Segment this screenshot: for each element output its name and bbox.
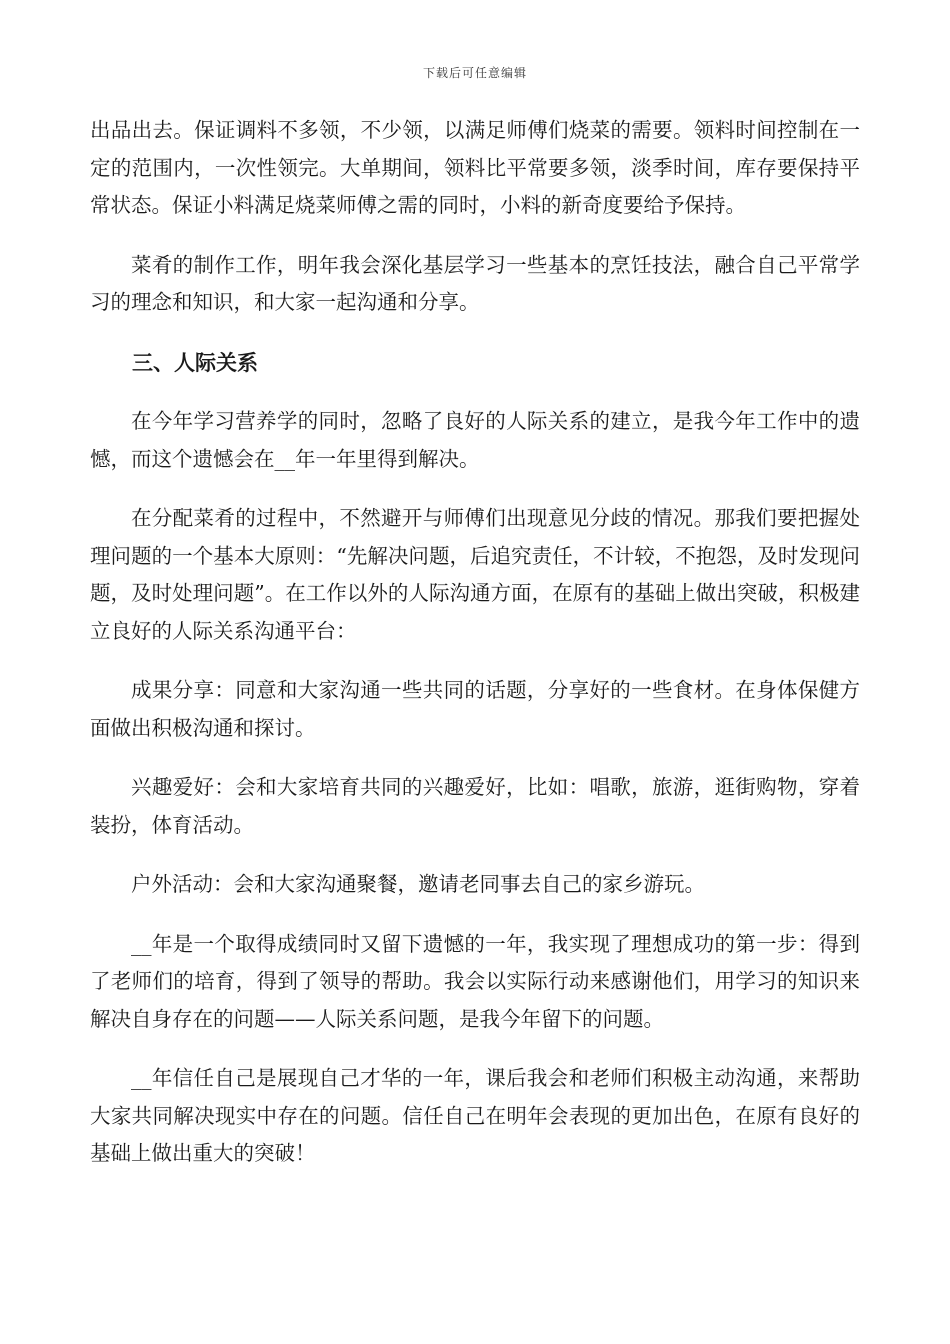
paragraph-6: 兴趣爱好：会和大家培育共同的兴趣爱好，比如：唱歌，旅游，逛街购物，穿着装扮，体育活动。	[90, 775, 860, 837]
paragraph-1: 出品出去。保证调料不多领，不少领，以满足师傅们烧菜的需要。领料时间控制在一定的范围内，一次性领完。大单期间，领料比平常要多领，淡季时间，库存要保持平常状态。保证小料满足烧菜师傅之需的同时，小料的新奇度要给予保持。	[90, 118, 860, 217]
section-heading: 三、人际关系	[132, 349, 258, 375]
paragraph-8: __年是一个取得成绩同时又留下遗憾的一年，我实现了理想成功的第一步：得到了老师们的培育，得到了领导的帮助。我会以实际行动来感谢他们，用学习的知识来解决自身存在的问题——人际关系问题，是我今年留下的问题。	[90, 931, 860, 1031]
paragraph-3: 在今年学习营养学的同时，忽略了良好的人际关系的建立，是我今年工作中的遗憾，而这个遗憾会在__年一年里得到解决。	[90, 409, 860, 471]
paragraph-9: __年信任自己是展现自己才华的一年，课后我会和老师们积极主动沟通，来帮助大家共同解决现实中存在的问题。信任自己在明年会表现的更加出色，在原有良好的基础上做出重大的突破！	[90, 1066, 860, 1165]
paragraph-4: 在分配菜肴的过程中，不然避开与师傅们出现意见分歧的情况。那我们要把握处理问题的一个基本大原则：“先解决问题，后追究责任，不计较，不抱怨，及时发现问题，及时处理问题”。在工作以外的人际沟通方面，在原有的基础上做出突破，积极建立良好的人际关系沟通平台：	[90, 506, 860, 643]
paragraph-2: 菜肴的制作工作，明年我会深化基层学习一些基本的烹饪技法，融合自己平常学习的理念和知识，和大家一起沟通和分享。	[90, 252, 860, 314]
paragraph-5: 成果分享：同意和大家沟通一些共同的话题，分享好的一些食材。在身体保健方面做出积极沟通和探讨。	[90, 678, 860, 740]
paragraph-7: 户外活动：会和大家沟通聚餐，邀请老同事去自己的家乡游玩。	[131, 872, 705, 896]
page-header-note: 下载后可任意编辑	[422, 66, 527, 80]
document-body	[90, 112, 860, 1195]
